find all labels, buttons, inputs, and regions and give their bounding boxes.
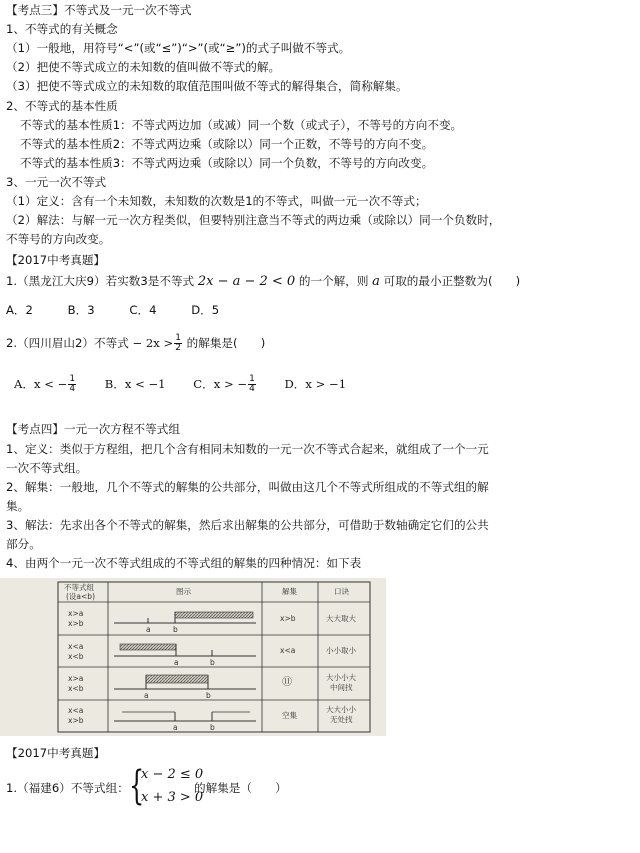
option-a: A．x < − <box>14 377 68 391</box>
row1-label-a: a <box>146 625 151 634</box>
exam-title-1: 【2017中考真题】 <box>6 253 106 267</box>
system-definition-line2: 一次不等式组。 <box>6 461 88 475</box>
question-2-suffix: 的解集是( ) <box>186 336 266 350</box>
question-2-prefix: 2.（四川眉山2）不等式 <box>6 336 129 350</box>
table-header-figure: 图示 <box>176 587 191 596</box>
row1-solution: x>b <box>280 614 296 623</box>
system-equation-2: x + 3 > 0 <box>141 790 204 805</box>
fraction-numerator: 1 <box>175 333 181 343</box>
question-1-middle: 的一个解，则 <box>298 274 369 288</box>
property-3: 不等式的基本性质3：不等式两边乘（或除以）同一个负数，不等号的方向改变。 <box>20 156 434 170</box>
question-2 <box>6 332 265 354</box>
property-2: 不等式的基本性质2：不等式两边乘（或除以）同一个正数，不等号的方向不变。 <box>20 137 434 151</box>
row3-label-a: a <box>144 691 149 700</box>
row2-rule: 小小取小 <box>326 646 356 655</box>
row3-solution: ⑪ <box>282 677 292 688</box>
table-header-group: 不等式组 <box>64 583 94 592</box>
question-2-options <box>14 372 346 396</box>
fraction-denominator: 2 <box>175 343 181 353</box>
question-3-suffix: 的解集是（ ） <box>194 781 287 795</box>
row2-inequality-2: x<b <box>68 652 84 661</box>
row4-solution: 空集 <box>282 711 297 720</box>
row1-inequality-2: x>b <box>68 619 84 628</box>
system-method-line2: 部分。 <box>6 537 41 551</box>
row4-rule-line1: 大大小小 <box>326 705 356 714</box>
row2-solution: x<a <box>280 646 296 655</box>
four-cases-intro: 4、由两个一元一次不等式组成的不等式组的解集的四种情况：如下表 <box>6 556 362 570</box>
concept-item-3: （3）把使不等式成立的未知数的取值范围叫做不等式的解得集合，简称解集。 <box>6 79 408 93</box>
table-header-rule: 口诀 <box>334 587 349 596</box>
row1-inequality-1: x>a <box>68 609 84 618</box>
system-method-line1: 3、解法：先求出各个不等式的解集，然后求出解集的公共部分，可借助于数轴确定它们的公共 <box>6 518 489 532</box>
property-1: 不等式的基本性质1：不等式两边加（或减）同一个数（或式子），不等号的方向不变。 <box>20 118 463 132</box>
option-c-fraction <box>248 375 256 394</box>
fraction-numerator: 1 <box>249 374 255 384</box>
fraction-numerator: 1 <box>69 374 76 384</box>
exam-title-2: 【2017中考真题】 <box>6 746 106 760</box>
row4-rule-line2: 无处找 <box>330 715 353 724</box>
heading-linear-inequality: 3、一元一次不等式 <box>6 175 107 189</box>
question-1-suffix: 可取的最小正整数为( ) <box>383 274 521 288</box>
method-item-line1: （2）解法：与解一元一次方程类似，但要特别注意当不等式的两边乘（或除以）同一个负数时， <box>6 213 501 227</box>
row2-inequality-1: x<a <box>68 642 84 651</box>
question-1-expression: 2x − a − 2 < 0 <box>197 274 296 289</box>
table-header-condition: (设a<b) <box>66 592 95 601</box>
system-equation-1: x − 2 ≤ 0 <box>141 767 204 782</box>
heading-basic-properties: 2、不等式的基本性质 <box>6 99 118 113</box>
section4-title: 【考点四】一元一次方程不等式组 <box>6 422 180 436</box>
row4-inequality-2: x>b <box>68 716 84 725</box>
option-a-fraction <box>68 375 76 394</box>
row3-inequality-1: x>a <box>68 674 84 683</box>
row4-label-b: b <box>210 723 215 732</box>
question-1-variable: a <box>372 274 380 289</box>
fraction-denominator: 4 <box>249 384 255 394</box>
system-brace: { <box>129 763 145 809</box>
row4-inequality-1: x<a <box>68 706 84 715</box>
option-d: D．x > −1 <box>284 377 347 391</box>
question-1-prefix: 1.（黑龙江大庆9）若实数3是不等式 <box>6 274 195 288</box>
section3-title: 【考点三】不等式及一元一次不等式 <box>6 3 192 17</box>
table-header-solution: 解集 <box>282 587 297 596</box>
row1-label-b: b <box>173 625 178 634</box>
system-solution-line2: 集。 <box>6 499 30 513</box>
question-2-expression: − 2x > <box>132 336 174 350</box>
row2-label-a: a <box>174 658 179 667</box>
question-2-fraction <box>174 334 182 353</box>
fraction-denominator: 4 <box>69 384 76 394</box>
concept-item-1: （1）一般地，用符号“<”(或“≤”)“>”(或“≥”)的式子叫做不等式。 <box>6 41 351 55</box>
row3-inequality-2: x<b <box>68 684 84 693</box>
system-solution-line1: 2、解集：一般地，几个不等式的解集的公共部分，叫做由这几个不等式所组成的不等式组的解 <box>6 480 489 494</box>
question-3-prefix: 1.（福建6）不等式组： <box>6 781 129 795</box>
question-1 <box>6 273 520 290</box>
concept-item-2: （2）把使不等式成立的未知数的值叫做不等式的解。 <box>6 60 281 74</box>
row1-rule: 大大取大 <box>326 614 356 623</box>
row3-rule-line2: 中间找 <box>330 683 353 692</box>
row3-rule-line1: 大小小大 <box>326 673 356 682</box>
method-item-line2: 不等号的方向改变。 <box>6 232 111 246</box>
system-definition-line1: 1、定义：类似于方程组，把几个含有相同未知数的一元一次不等式合起来，就组成了一个一元 <box>6 442 489 456</box>
option-c: C．x > − <box>193 377 248 391</box>
row2-label-b: b <box>210 658 215 667</box>
question-1-options: A．2 B．3 C．4 D．5 <box>6 303 220 317</box>
row3-label-b: b <box>206 691 211 700</box>
definition-item: （1）定义：含有一个未知数，未知数的次数是1的不等式，叫做一元一次不等式； <box>6 194 427 208</box>
solution-table-photo <box>0 578 386 736</box>
option-b: B．x < −1 <box>104 377 166 391</box>
heading-inequality-concepts: 1、不等式的有关概念 <box>6 22 118 36</box>
row4-label-a: a <box>173 723 178 732</box>
